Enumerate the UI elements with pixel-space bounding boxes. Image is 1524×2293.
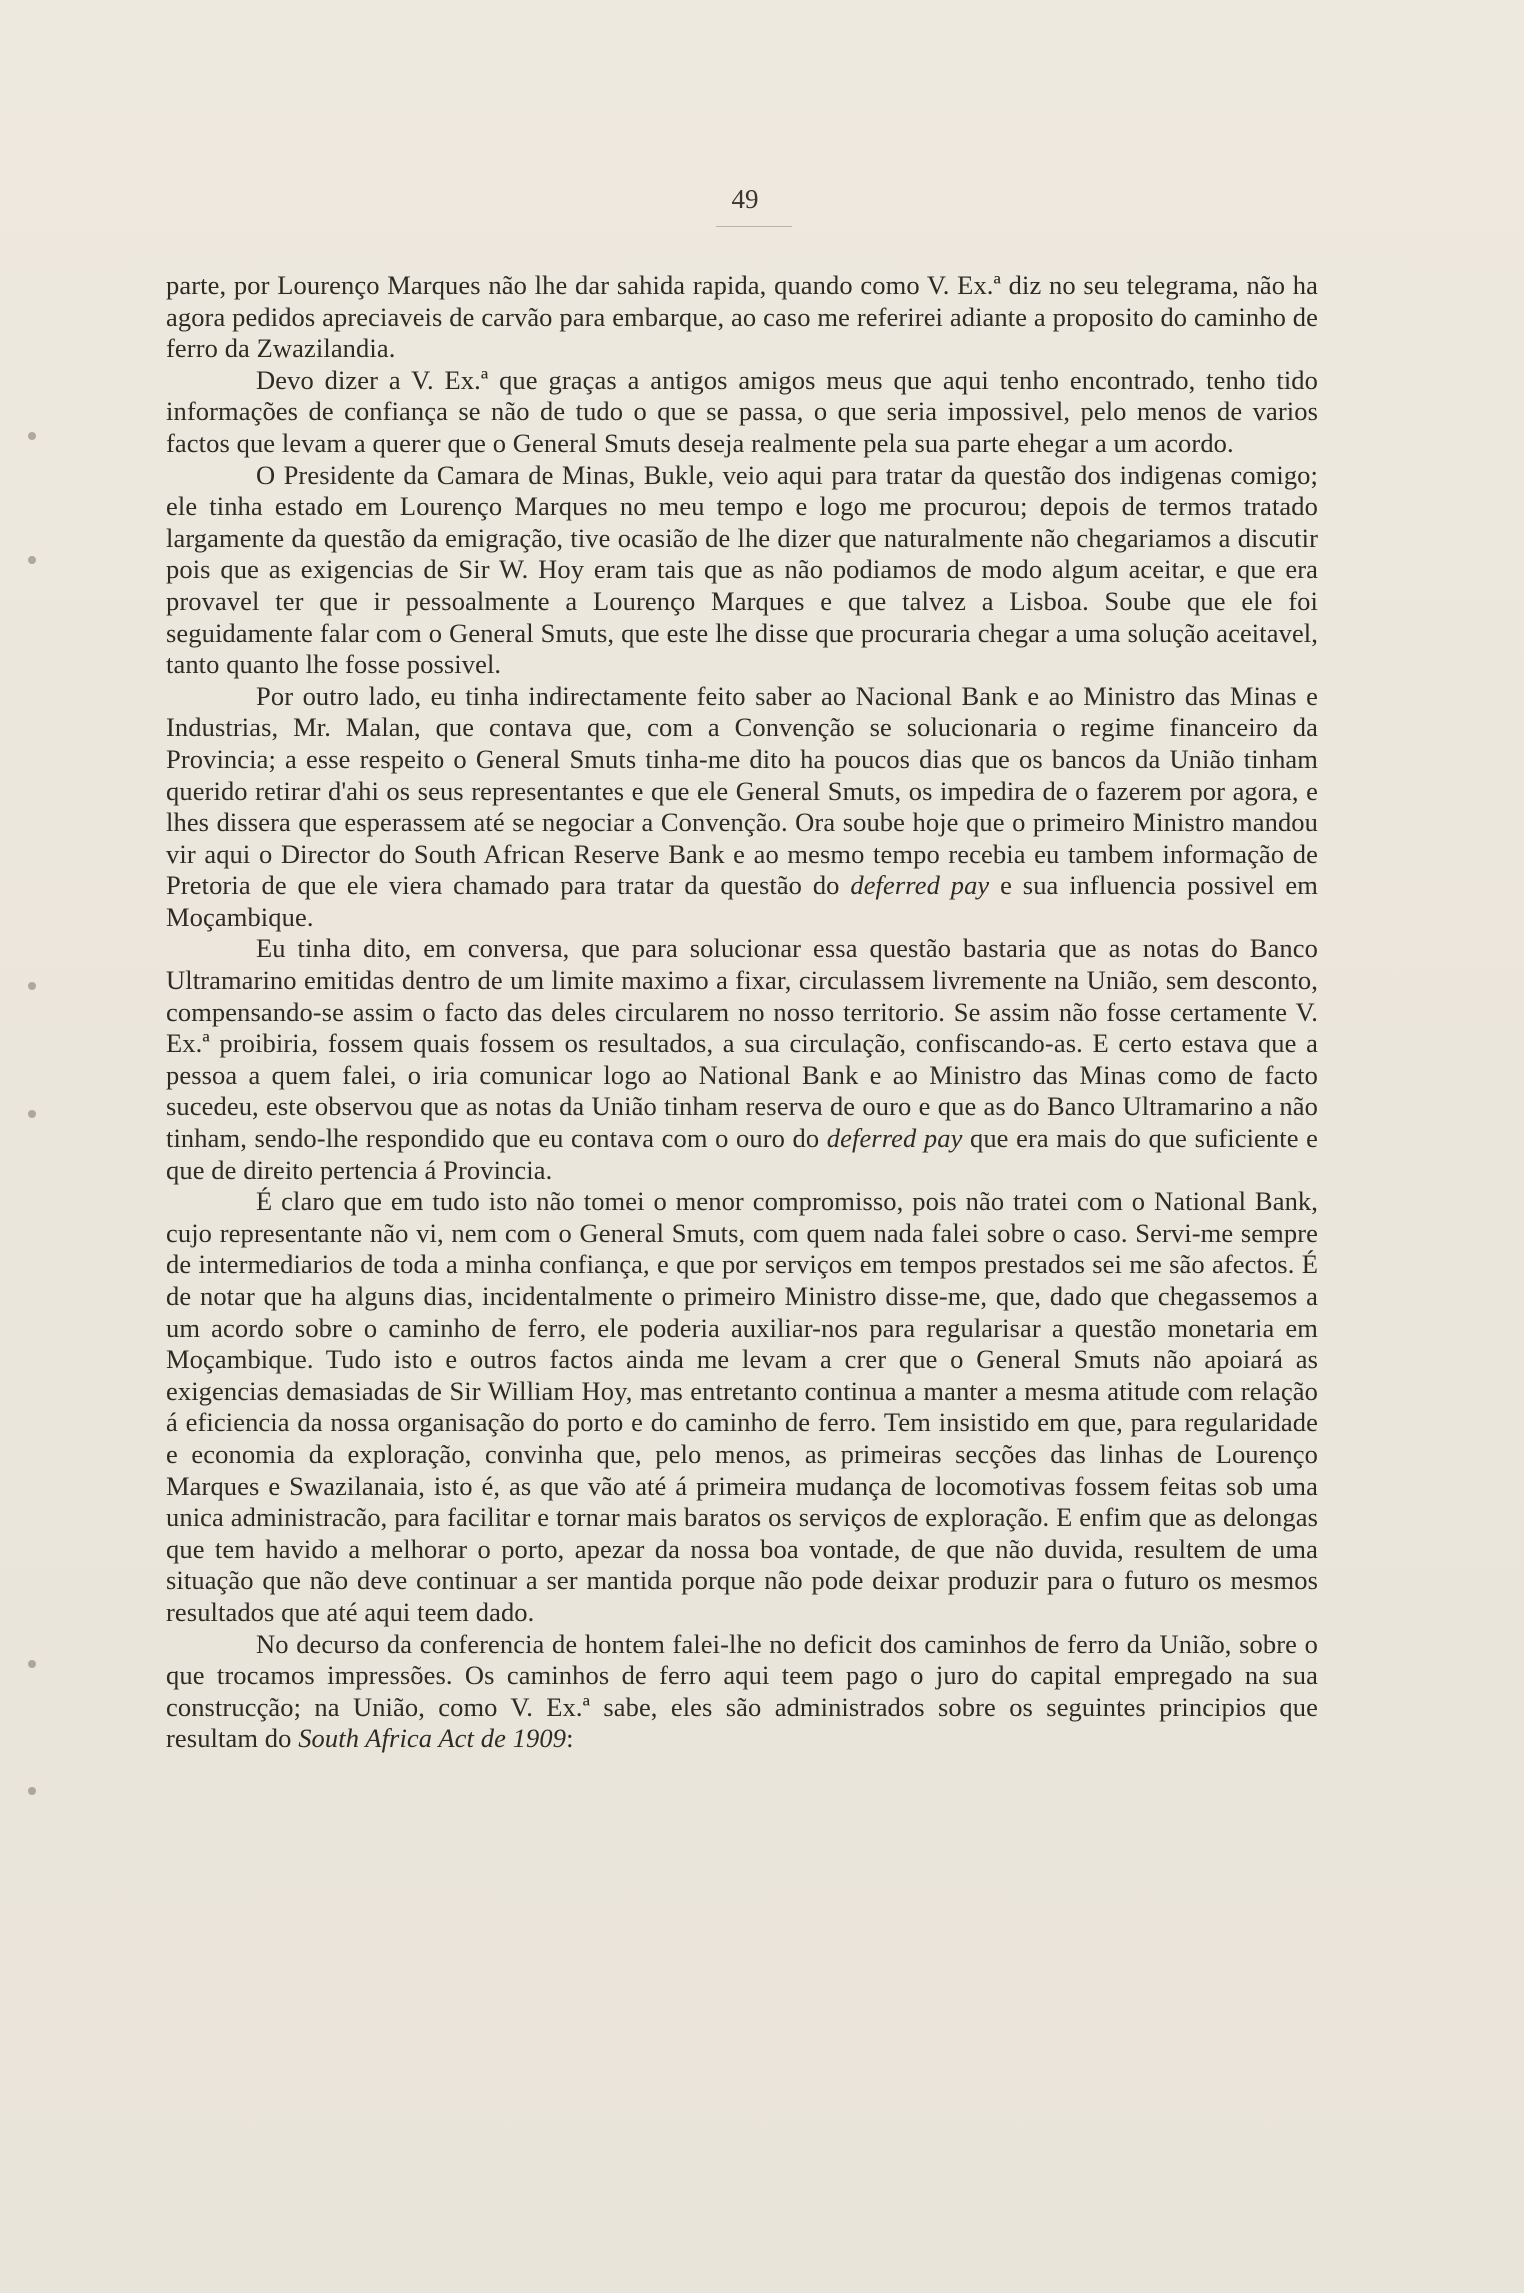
- paragraph: [166, 270, 1318, 365]
- margin-spot: [28, 432, 36, 440]
- paragraph-text: Por outro lado, eu tinha indirectamente feito saber ao Nacional Bank e ao Ministro das Minas e Industrias, Mr. Malan, que contava que, com a Convenção se solucionaria o regime financeiro da Provincia; a esse respeito o General Smuts tinha-me dito ha poucos dias que os bancos da União tinham querido retirar d'ahi os seus representantes e que ele General Smuts, os impedira de o fazerem por agora, e lhes dissera que esperassem até se negociar a Convenção. Ora soube hoje que o primeiro Ministro mandou vir aqui o Director do South African Reserve Bank e ao mesmo tempo recebia eu tambem informação de Pretoria de que ele viera chamado para tratar da questão do: [166, 680, 1318, 901]
- paragraph-text: É claro que em tudo isto não tomei o menor compromisso, pois não tratei com o National Bank, cujo representante não vi, nem com o General Smuts, com quem nada falei sobre o caso. Servi-me sempre de intermediarios de toda a minha confiança, e que por serviços em tempos prestados sei me são afectos. É de notar que ha alguns dias, incidentalmente o primeiro Ministro disse-me, que, dado que chegassemos a um acordo sobre o caminho de ferro, ele poderia auxiliar-nos para regularisar a questão monetaria em Moçambique. Tudo isto e outros factos ainda me levam a crer que o General Smuts não apoiará as exigencias demasiadas de Sir William Hoy, mas entretanto continua a manter a mesma atitude com relação á eficiencia da nossa organisação do porto e do caminho de ferro. Tem insistido em que, para regularidade e economia da exploração, convinha que, pelo menos, as primeiras secções das linhas de Lourenço Marques e Swazilanaia, isto é, as que vão até á primeira mudança de locomotivas fossem feitas sob uma unica administracão, para facilitar e tornar mais baratos os serviços de exploração. E enfim que as delongas que tem havido a melhorar o porto, apezar da nossa boa vontade, de que não duvida, resultem de uma situação que não deve continuar a ser mantida porque não pode deixar produzir para o futuro os mesmos resultados que até aqui teem dado.: [166, 1186, 1318, 1627]
- paragraph-text: Eu tinha dito, em conversa, que para solucionar essa questão bastaria que as notas do Banco Ultramarino emitidas dentro de um limite maximo a fixar, circulassem livremente na União, sem desconto, compensando-se assim o facto das deles circularem no nosso territorio. Se assim não fosse certamente V. Ex.ª proibiria, fossem quais fossem os resultados, a sua circulação, confiscando-as. E certo estava que a pessoa a quem falei, o iria comunicar logo ao National Bank e ao Ministro das Minas como de facto sucedeu, este observou que as notas da União tinham reserva de ouro e que as do Banco Ultramarino a não tinham, sendo-lhe respondido que eu contava com o ouro do: [166, 933, 1318, 1154]
- paragraph: [166, 1629, 1318, 1755]
- paragraph: [166, 933, 1318, 1186]
- margin-spot: [28, 982, 36, 990]
- margin-spot: [28, 1660, 36, 1668]
- page-number-rule: [716, 226, 792, 227]
- paragraph: [166, 460, 1318, 681]
- paragraph-text: O Presidente da Camara de Minas, Bukle, veio aqui para tratar da questão dos indigenas comigo; ele tinha estado em Lourenço Marques no meu tempo e logo me procurou; depois de termos tratado largamente da questão da emigração, tive ocasião de lhe dizer que naturalmente não chegariamos a discutir pois que as exigencias de Sir W. Hoy eram tais que as não podiamos de modo algum aceitar, e que era provavel ter que ir pessoalmente a Lourenço Marques e que talvez a Lisboa. Soube que ele foi seguidamente falar com o General Smuts, que este lhe disse que procuraria chegar a uma solução aceitavel, tanto quanto lhe fosse possivel.: [166, 459, 1318, 680]
- paragraph-text: No decurso da conferencia de hontem falei-lhe no deficit dos caminhos de ferro da União, sobre o que trocamos impressões. Os caminhos de ferro aqui teem pago o juro do capital empregado na sua construcção; na União, como V. Ex.ª sabe, eles são administrados sobre os seguintes principios que resultam do: [166, 1628, 1318, 1754]
- paragraph: [166, 1186, 1318, 1628]
- paragraph-text: :: [566, 1723, 574, 1754]
- margin-spot: [28, 556, 36, 564]
- page-number: 49: [731, 184, 759, 214]
- italic-term: South Africa Act de 1909: [298, 1723, 567, 1754]
- paragraph-text: que era mais do que suficiente e que de direito pertencia á Provincia.: [166, 1123, 1318, 1185]
- paragraph-text: e sua influencia possivel em Moçambique.: [166, 870, 1318, 932]
- body-text: [166, 270, 1318, 1755]
- italic-term: deferred pay: [850, 870, 990, 901]
- paragraph: [166, 681, 1318, 934]
- paragraph-text: Devo dizer a V. Ex.ª que graças a antigos amigos meus que aqui tenho encontrado, tenho tido informações de confiança se não de tudo o que se passa, o que seria impossivel, pelo menos de varios factos que levam a querer que o General Smuts deseja realmente pela sua parte ehegar a um acordo.: [166, 364, 1318, 458]
- margin-spot: [28, 1110, 36, 1118]
- paragraph: [166, 365, 1318, 460]
- italic-term: deferred pay: [826, 1123, 963, 1154]
- margin-spot: [28, 1787, 36, 1795]
- paragraph-text: parte, por Lourenço Marques não lhe dar sahida rapida, quando como V. Ex.ª diz no seu telegrama, não ha agora pedidos apreciaveis de carvão para embarque, ao caso me referirei adiante a proposito do caminho de ferro da Zwazilandia.: [166, 270, 1318, 364]
